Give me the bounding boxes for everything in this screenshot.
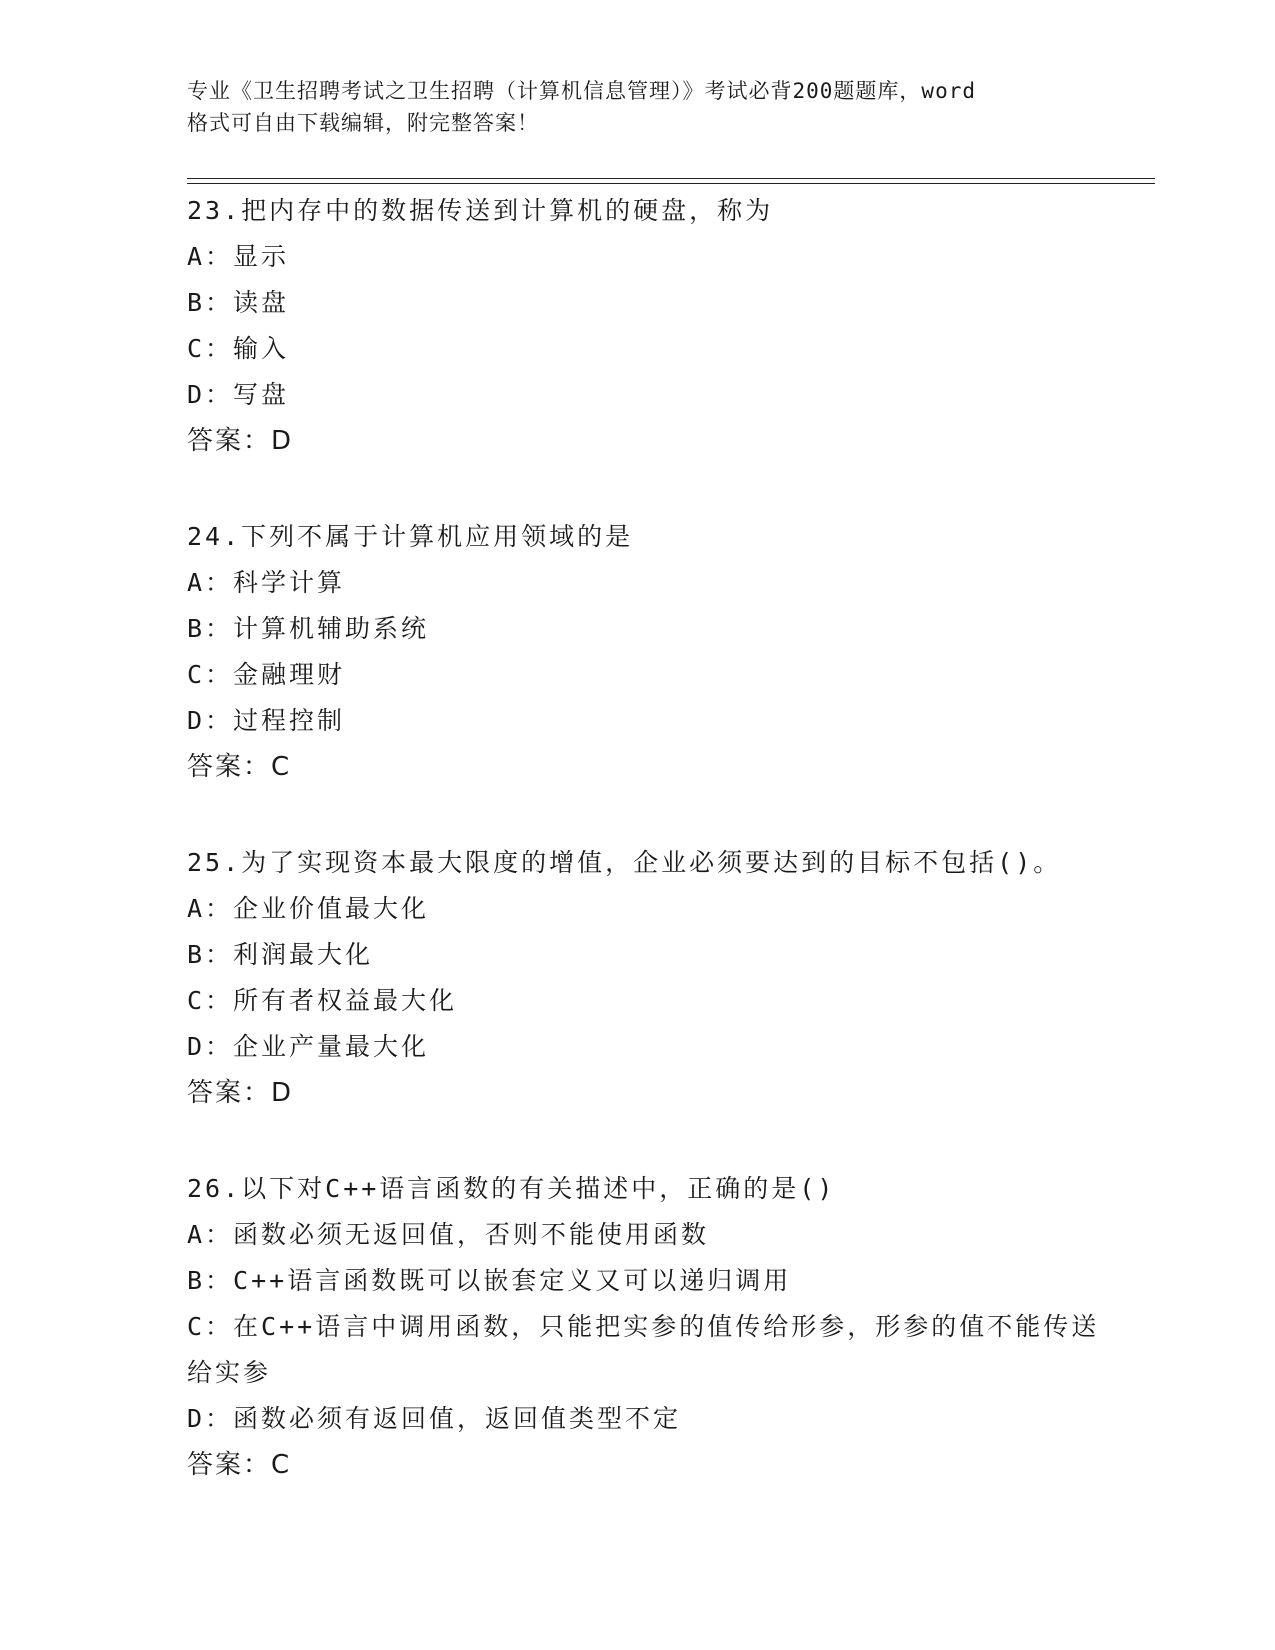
- question-26: [187, 1166, 1117, 1488]
- question-stem: 26.以下对C++语言函数的有关描述中，正确的是(): [187, 1174, 836, 1203]
- option-a: A：函数必须无返回值，否则不能使用函数: [187, 1220, 710, 1249]
- option-c: C：输入: [187, 334, 290, 363]
- header-divider-bottom: [187, 183, 1155, 184]
- question-25: [187, 840, 1117, 1116]
- header-divider-top: [187, 178, 1155, 179]
- header-line-1: 专业《卫生招聘考试之卫生招聘（计算机信息管理）》考试必背200题题库，word: [187, 79, 976, 103]
- answer-key: 答案：D: [187, 426, 294, 456]
- document-header: [187, 75, 1087, 139]
- question-list: [187, 188, 1117, 1538]
- question-stem: 25.为了实现资本最大限度的增值，企业必须要达到的目标不包括()。: [187, 848, 1062, 877]
- option-d: D：过程控制: [187, 706, 346, 735]
- option-a: A：科学计算: [187, 568, 346, 597]
- option-b: B：计算机辅助系统: [187, 614, 430, 643]
- answer-key: 答案：D: [187, 1078, 294, 1108]
- header-line-2: 格式可自由下载编辑，附完整答案！: [187, 111, 539, 135]
- option-c: C：金融理财: [187, 660, 346, 689]
- question-stem: 23.把内存中的数据传送到计算机的硬盘，称为: [187, 196, 774, 225]
- option-d: D：企业产量最大化: [187, 1032, 430, 1061]
- option-b: B：C++语言函数既可以嵌套定义又可以递归调用: [187, 1266, 792, 1295]
- option-b: B：读盘: [187, 288, 290, 317]
- option-c: C：所有者权益最大化: [187, 986, 458, 1015]
- question-24: [187, 514, 1117, 790]
- question-stem: 24.下列不属于计算机应用领域的是: [187, 522, 634, 551]
- option-a: A：企业价值最大化: [187, 894, 430, 923]
- option-b: B：利润最大化: [187, 940, 374, 969]
- answer-key: 答案：C: [187, 1450, 292, 1480]
- option-d: D：写盘: [187, 380, 290, 409]
- answer-key: 答案：C: [187, 752, 292, 782]
- question-23: [187, 188, 1117, 464]
- option-a: A：显示: [187, 242, 290, 271]
- option-c: C：在C++语言中调用函数，只能把实参的值传给形参，形参的值不能传送给实参: [187, 1312, 1100, 1387]
- option-d: D：函数必须有返回值，返回值类型不定: [187, 1404, 682, 1433]
